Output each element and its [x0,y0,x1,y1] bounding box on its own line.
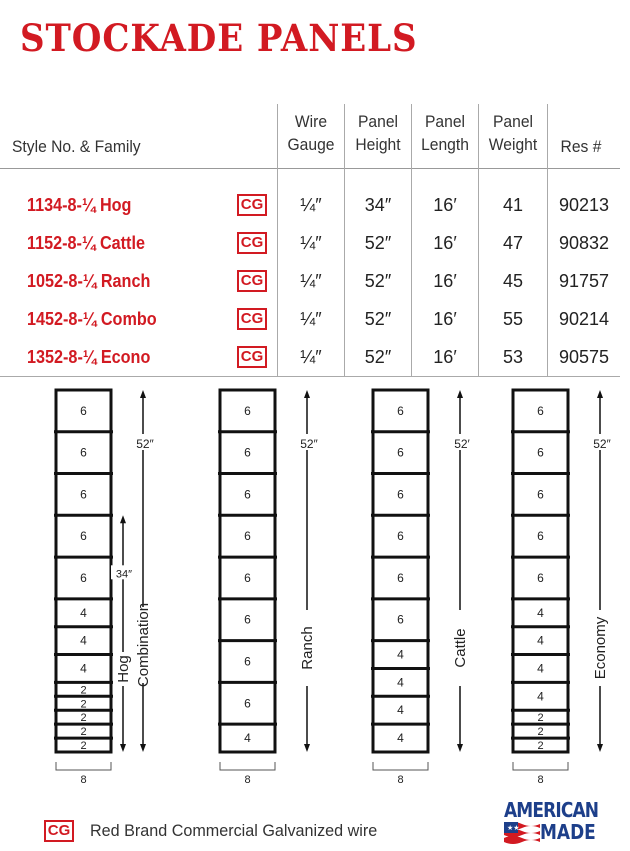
header-res: Res # [560,137,602,156]
spacing-label: 6 [244,696,251,711]
page-title: STOCKADE PANELS [20,16,418,60]
gauge-cell: ¼″ [300,233,322,253]
res-cell: 90575 [558,347,610,367]
header-length [415,110,476,156]
width-label: 8 [80,774,87,786]
height-arrow-head-top [457,390,463,398]
svg-text:★★: ★★ [507,825,520,832]
height-label: 52″ [300,437,318,451]
spacing-label: 6 [537,445,544,460]
spacing-label: 6 [80,529,87,544]
header-gauge-line1: Wire [294,112,328,131]
gauge-cell: ¼″ [300,347,322,367]
cg-badge: CG [237,308,267,330]
res-cell: 91757 [558,271,610,291]
header-weight-line2: Weight [488,135,538,154]
spacing-label: 2 [537,726,544,739]
style-number: 1152-8-¼ Cattle [27,233,145,253]
spacing-label: 2 [537,712,544,725]
spacing-label: 6 [80,445,87,460]
height-cell: 52″ [364,347,392,367]
header-length-line2: Length [421,135,469,154]
header-gauge [281,110,342,156]
weight-cell: 47 [502,233,524,253]
style-number: 1452-8-¼ Combo [27,309,157,329]
spacing-label: 6 [397,445,404,460]
height-arrow-head-bottom [140,744,146,752]
header-divider [0,168,620,169]
family-name-label: Combination [135,602,152,688]
style-number: 1134-8-¼ Hog [27,195,132,215]
spacing-label: 6 [244,403,251,418]
spacing-label: 6 [397,487,404,502]
family-name-label: Ranch [299,626,316,670]
gauge-cell: ¼″ [300,271,322,291]
header-weight [483,110,544,156]
footer-cg-badge: CG [44,820,74,842]
height-arrow-head-top [140,390,146,398]
header-gauge-line2: Gauge [287,135,335,154]
gauge-cell: ¼″ [300,195,322,215]
spacing-label: 6 [80,570,87,585]
weight-cell: 45 [502,271,524,291]
spacing-label: 6 [244,654,251,669]
spacing-label: 2 [80,684,87,697]
spacing-label: 6 [244,445,251,460]
hog-label: Hog [115,655,132,683]
gauge-cell: ¼″ [300,309,322,329]
spacing-label: 6 [397,612,404,627]
spacing-label: 4 [537,605,544,620]
style-number: 1352-8-¼ Econo [27,347,151,367]
spacing-label: 6 [537,570,544,585]
logo-line2: MADE [540,820,596,844]
spacing-label: 6 [397,570,404,585]
width-label: 8 [537,774,544,786]
res-cell: 90214 [558,309,610,329]
logo-line1: AMERICAN [504,798,599,822]
table-row [0,224,620,262]
height-arrow-head-top [597,390,603,398]
spacing-label: 6 [80,487,87,502]
res-cell: 90832 [558,233,610,253]
width-label: 8 [244,774,251,786]
spacing-label: 4 [537,689,544,704]
spacing-label: 4 [80,633,87,648]
height-arrow-head-bottom [457,744,463,752]
spacing-label: 6 [397,529,404,544]
table-bottom-line [0,376,620,377]
table-row [0,186,620,224]
height-cell: 52″ [364,309,392,329]
flag-icon [504,820,540,844]
width-bracket [220,762,275,770]
spacing-label: 2 [80,698,87,711]
spacing-label: 6 [537,487,544,502]
panel-diagrams [0,382,630,802]
hog-height-label: 34″ [115,568,133,581]
res-cell: 90213 [558,195,610,215]
spacing-label: 4 [397,731,404,746]
table-row [0,338,620,376]
spacing-label: 2 [80,712,87,725]
spacing-label: 2 [80,726,87,739]
spacing-label: 6 [244,612,251,627]
length-cell: 16′ [433,195,457,215]
header-style: Style No. & Family [12,137,141,156]
length-cell: 16′ [433,347,457,367]
spacing-label: 6 [244,529,251,544]
spacing-label: 4 [80,661,87,676]
cg-badge: CG [237,232,267,254]
height-arrow-head-bottom [304,744,310,752]
spacing-label: 6 [244,570,251,585]
width-bracket [373,762,428,770]
spacing-label: 2 [80,740,87,753]
spacing-label: 4 [397,703,404,718]
spacing-label: 2 [537,740,544,753]
height-arrow-head-bottom [597,744,603,752]
length-cell: 16′ [433,309,457,329]
height-cell: 52″ [364,271,392,291]
height-cell: 52″ [364,233,392,253]
weight-cell: 53 [502,347,524,367]
weight-cell: 41 [502,195,524,215]
cg-badge: CG [237,194,267,216]
cg-badge: CG [237,270,267,292]
header-height-line2: Height [355,135,401,154]
weight-cell: 55 [502,309,524,329]
height-label: 52″ [136,437,154,451]
spacing-label: 6 [397,403,404,418]
height-arrow-head-top [304,390,310,398]
hog-height-arrow-head-top [120,515,126,523]
height-cell: 34″ [364,195,392,215]
spacing-label: 6 [537,403,544,418]
width-bracket [513,762,568,770]
spacing-label: 4 [244,731,251,746]
table-row [0,262,620,300]
style-number: 1052-8-¼ Ranch [27,271,151,291]
header-length-line1: Panel [424,112,465,131]
length-cell: 16′ [433,271,457,291]
width-bracket [56,762,111,770]
table-row [0,300,620,338]
footer-legend-text: Red Brand Commercial Galvanized wire [90,821,378,840]
spacing-label: 6 [244,487,251,502]
cg-badge: CG [237,346,267,368]
spacing-label: 6 [80,403,87,418]
spacing-label: 6 [537,529,544,544]
height-label: 52′ [454,437,470,451]
header-height-line1: Panel [357,112,398,131]
header-weight-line1: Panel [492,112,533,131]
family-name-label: Economy [592,616,609,680]
american-made-logo [504,798,616,846]
length-cell: 16′ [433,233,457,253]
spacing-label: 4 [397,675,404,690]
spacing-label: 4 [397,647,404,662]
header-height [348,110,409,156]
spacing-label: 4 [537,661,544,676]
family-name-label: Cattle [452,628,469,668]
hog-height-arrow-head-bottom [120,744,126,752]
spacing-label: 4 [80,605,87,620]
width-label: 8 [397,774,404,786]
height-label: 52″ [593,437,611,451]
spacing-label: 4 [537,633,544,648]
